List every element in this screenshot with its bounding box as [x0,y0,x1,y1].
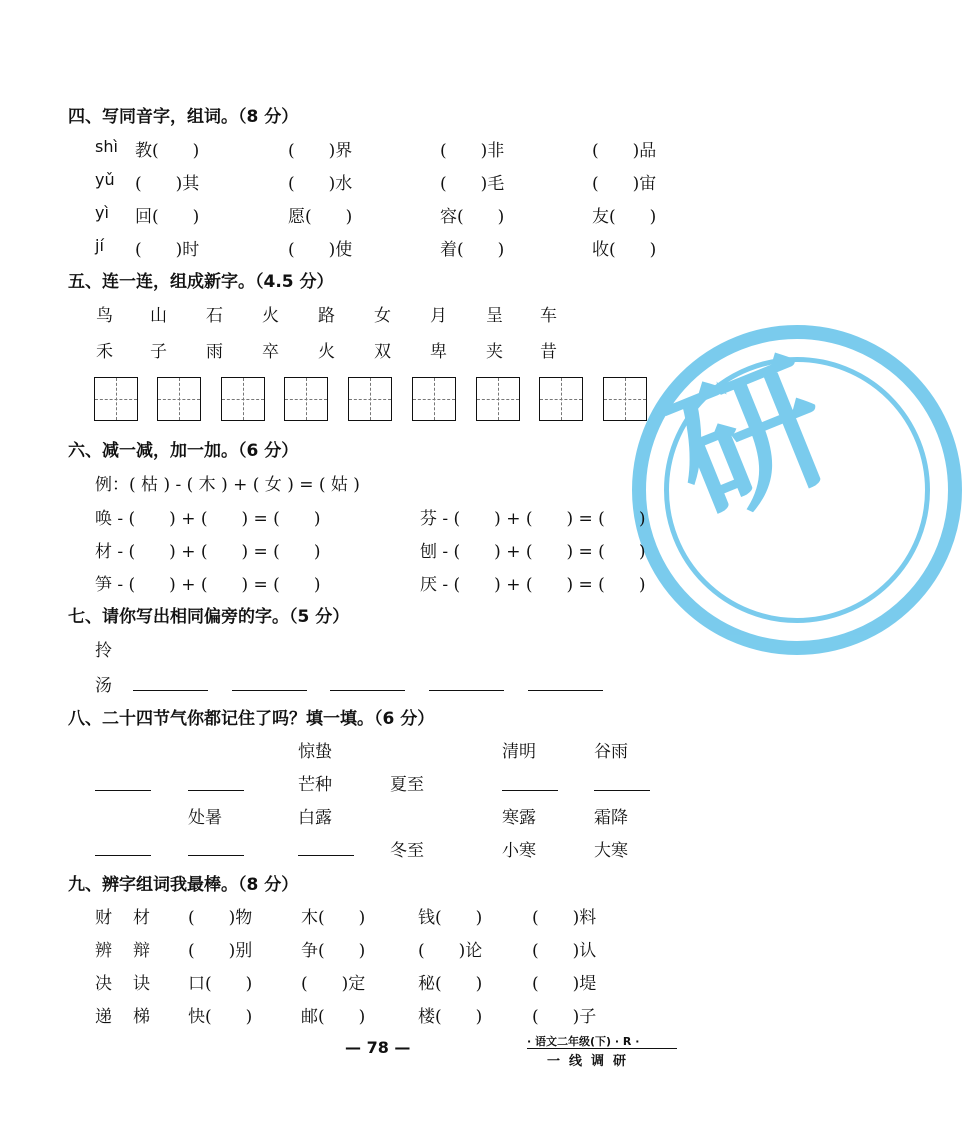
word-blank[interactable]: 争( ) [301,941,366,961]
watermark-stamp [632,325,962,655]
word-blank[interactable]: 愿( ) [288,207,353,227]
word-blank[interactable]: 楼( ) [418,1007,483,1027]
term-bailu: 白露 [298,808,332,828]
term-dongzhi: 冬至 [390,841,424,861]
pinyin-label: yǔ [95,170,115,189]
word-blank[interactable]: ( )品 [592,141,657,161]
component-char[interactable]: 双 [374,342,391,362]
word-blank[interactable]: 邮( ) [301,1007,366,1027]
word-blank[interactable]: ( )认 [532,941,597,961]
word-blank[interactable]: ( )水 [288,174,353,194]
word-blank[interactable]: 友( ) [592,207,657,227]
term-chushu: 处暑 [188,808,222,828]
word-blank[interactable]: 钱( ) [418,908,483,928]
word-blank[interactable]: ( )非 [440,141,505,161]
compare-char: 辨 [95,941,112,961]
term-blank[interactable] [502,790,558,791]
section-5-title: 五、连一连，组成新字。（4.5 分） [68,272,334,292]
word-blank[interactable]: ( )物 [188,908,253,928]
writing-grid-box[interactable] [284,377,328,421]
writing-grid-box[interactable] [476,377,520,421]
writing-grid-box[interactable] [94,377,138,421]
word-blank[interactable]: ( )堤 [532,974,597,994]
component-char[interactable]: 卒 [262,342,279,362]
equation-right[interactable]: 芬 - ( ) + ( ) = ( ) [420,509,646,529]
section-7-char-2: 汤 [95,676,112,696]
word-blank[interactable]: ( )子 [532,1007,597,1027]
word-blank[interactable]: ( )宙 [592,174,657,194]
writing-grid-box[interactable] [603,377,647,421]
pinyin-label: jí [95,236,104,255]
book-label: · 语文二年级(下) · R · [527,1035,640,1048]
component-char[interactable]: 车 [540,306,557,326]
word-blank[interactable]: ( )毛 [440,174,505,194]
word-blank[interactable]: 快( ) [188,1007,253,1027]
component-char[interactable]: 卑 [430,342,447,362]
compare-char: 递 [95,1007,112,1027]
component-char[interactable]: 女 [374,306,391,326]
component-char[interactable]: 山 [150,306,167,326]
section-4-title: 四、写同音字，组词。（8 分） [68,107,299,127]
watermark-text: 研 [648,333,854,551]
component-char[interactable]: 呈 [486,306,503,326]
compare-char: 决 [95,974,112,994]
footer-divider [527,1048,677,1049]
writing-grid-box[interactable] [221,377,265,421]
answer-blank[interactable] [232,690,307,691]
component-char[interactable]: 月 [430,306,447,326]
section-9-title: 九、辨字组词我最棒。（8 分） [68,875,299,895]
term-blank[interactable] [298,855,354,856]
word-blank[interactable]: 回( ) [135,207,200,227]
section-7-char-1: 拎 [95,641,112,661]
term-blank[interactable] [188,855,244,856]
term-blank[interactable] [95,790,151,791]
page-number: — 78 — [345,1038,411,1057]
writing-grid-box[interactable] [157,377,201,421]
pinyin-label: yì [95,203,109,222]
answer-blank[interactable] [429,690,504,691]
term-xiaohan: 小寒 [502,841,536,861]
component-char[interactable]: 火 [318,342,335,362]
pinyin-label: shì [95,137,118,156]
word-blank[interactable]: ( )使 [288,240,353,260]
component-char[interactable]: 火 [262,306,279,326]
equation-left[interactable]: 材 - ( ) + ( ) = ( ) [95,542,321,562]
section-6-example: 例：( 枯 ) - ( 木 ) + ( 女 ) = ( 姑 ) [95,475,360,495]
word-blank[interactable]: 秘( ) [418,974,483,994]
word-blank[interactable]: 收( ) [592,240,657,260]
word-blank[interactable]: ( )别 [188,941,253,961]
word-blank[interactable]: ( )界 [288,141,353,161]
writing-grid-box[interactable] [539,377,583,421]
answer-blank[interactable] [133,690,208,691]
component-char[interactable]: 鸟 [96,306,113,326]
word-blank[interactable]: ( )时 [135,240,200,260]
word-blank[interactable]: ( )定 [301,974,366,994]
equation-left[interactable]: 笋 - ( ) + ( ) = ( ) [95,575,321,595]
component-char[interactable]: 路 [318,306,335,326]
word-blank[interactable]: ( )论 [418,941,483,961]
compare-char: 诀 [133,974,150,994]
term-shuangjiang: 霜降 [594,808,628,828]
section-7-title: 七、请你写出相同偏旁的字。（5 分） [68,607,350,627]
section-6-title: 六、减一减，加一加。（6 分） [68,441,299,461]
term-xiazhi: 夏至 [390,775,424,795]
section-8-title: 八、二十四节气你都记住了吗？填一填。（6 分） [68,709,435,729]
term-jingzhe: 惊蛰 [298,742,332,762]
term-hanlu: 寒露 [502,808,536,828]
term-dahan: 大寒 [594,841,628,861]
writing-grid-box[interactable] [348,377,392,421]
term-blank[interactable] [95,855,151,856]
word-blank[interactable]: 木( ) [301,908,366,928]
word-blank[interactable]: 教( ) [135,141,200,161]
term-qingming: 清明 [502,742,536,762]
component-char[interactable]: 雨 [206,342,223,362]
component-char[interactable]: 昔 [540,342,557,362]
word-blank[interactable]: 着( ) [440,240,505,260]
equation-right[interactable]: 厌 - ( ) + ( ) = ( ) [420,575,646,595]
equation-left[interactable]: 唤 - ( ) + ( ) = ( ) [95,509,321,529]
brand-label: 一线调研 [547,1054,636,1069]
answer-blank[interactable] [528,690,603,691]
component-char[interactable]: 禾 [96,342,113,362]
equation-right[interactable]: 刨 - ( ) + ( ) = ( ) [420,542,646,562]
writing-grid-box[interactable] [412,377,456,421]
component-char[interactable]: 夹 [486,342,503,362]
word-blank[interactable]: ( )料 [532,908,597,928]
term-blank[interactable] [594,790,650,791]
compare-char: 辩 [133,941,150,961]
compare-char: 材 [133,908,150,928]
word-blank[interactable]: 容( ) [440,207,505,227]
component-char[interactable]: 石 [206,306,223,326]
compare-char: 财 [95,908,112,928]
compare-char: 梯 [133,1007,150,1027]
component-char[interactable]: 子 [150,342,167,362]
term-mangzhong: 芒种 [298,775,332,795]
word-blank[interactable]: ( )其 [135,174,200,194]
term-blank[interactable] [188,790,244,791]
word-blank[interactable]: 口( ) [188,974,253,994]
term-guyu: 谷雨 [594,742,628,762]
answer-blank[interactable] [330,690,405,691]
